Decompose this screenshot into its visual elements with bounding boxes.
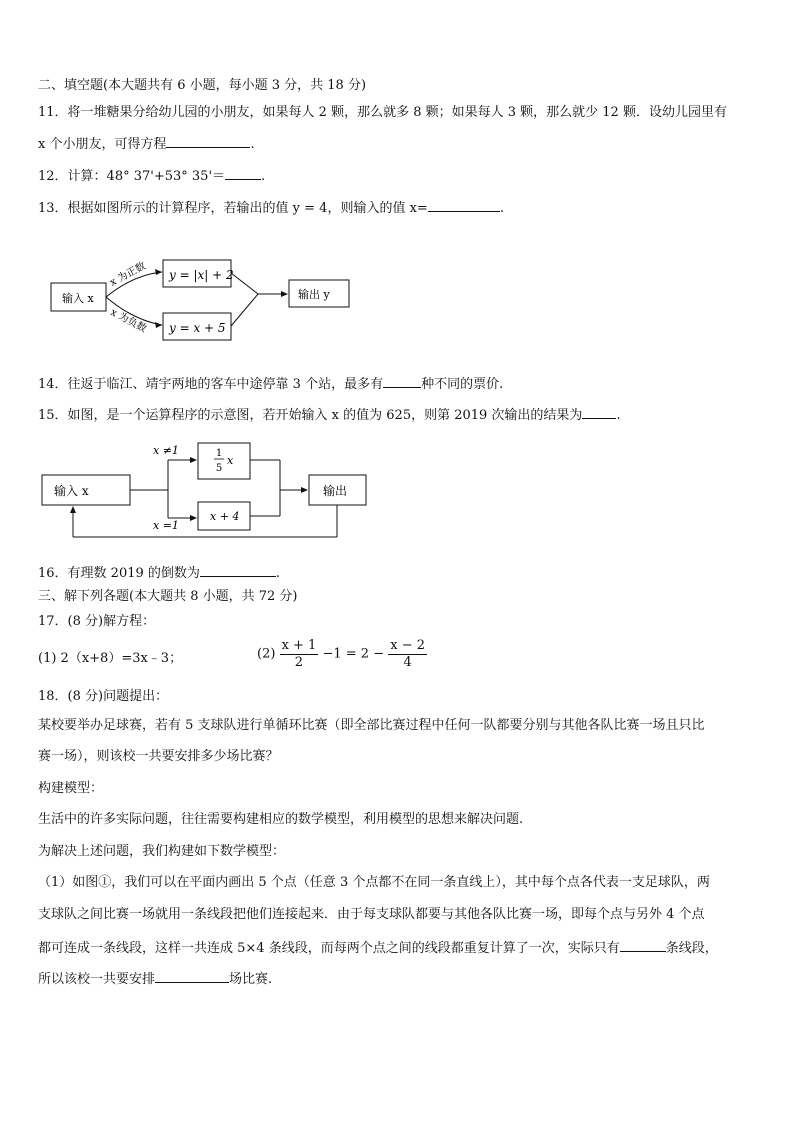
section-heading-fill-in [38,77,366,95]
arrowhead [190,457,197,463]
paragraph-text: 场比赛. [229,972,273,987]
q13-flowchart [48,250,368,350]
input-label: 输入 x [62,292,94,305]
variable: x [227,454,234,467]
branch-negative-label: x 为负数 [108,306,149,335]
numerator: x + 1 [281,638,317,653]
answer-blank[interactable] [166,134,250,148]
question-18-title [38,688,168,706]
question-18-paragraph-1-cont [38,748,279,766]
question-13 [38,198,504,218]
question-18-paragraph-1 [38,717,705,735]
paragraph-text: 为解决上述问题，我们构建如下数学模型： [38,844,286,859]
question-11-line-2 [38,134,255,154]
paragraph-text: 赛一场），则该校一共要安排多少场比赛？ [38,749,279,764]
punctuation: . [275,566,281,581]
punctuation: . [499,201,504,216]
question-12-text: 12．计算：48° 37'+53° 35'＝ [38,169,226,184]
denominator: 4 [403,655,412,670]
fraction-1 [280,638,319,671]
answer-blank[interactable] [225,166,261,180]
question-16 [38,563,280,583]
paragraph-text: 某校要举办足球赛，若有 5 支球队进行单循环比赛（即全部比赛过程中任何一队都要分别与其他各队比赛一场且只比 [38,718,705,733]
question-16-text: 16．有理数 2019 的倒数为 [38,566,200,581]
arrowhead [281,291,288,297]
question-14-text: 14．往返于临江、靖宇两地的客车中途停靠 3 个站，最多有 [38,377,384,392]
paragraph-text: 支球队之间比赛一场就用一条线段把他们连接起来．由于每支球队都要与其他各队比赛一场，即每个点与另外 4 个点 [38,907,705,922]
question-17-part-1 [38,650,182,668]
fraction-numerator: 1 [215,448,223,459]
condition-bottom: x =1 [153,519,179,532]
paragraph-text: 生活中的许多实际问题，往往需要构建相应的数学模型，利用模型的思想来解决问题. [38,812,524,827]
formula-bottom: y = x + 5 [169,321,226,335]
question-13-text: 13．根据如图所示的计算程序，若输出的值 y = 4，则输入的值 x= [38,201,428,216]
equation-1: (1) 2（x+8）=3x﹣3； [38,651,183,666]
question-18-paragraph-4-cont-3 [38,969,272,989]
formula-bottom: x + 4 [210,510,240,523]
output-label: 输出 [323,484,348,498]
numerator: x − 2 [390,638,425,653]
question-12 [38,166,265,186]
denominator: 2 [294,655,304,670]
question-11-text-2: x 个小朋友，可得方程 [38,137,167,152]
question-11-text: 11．将一堆糖果分给幼儿园的小朋友，如果每人 2 颗，那么就多 8 颗；如果每人 3 颗，那么就少 12 颗．设幼儿园里有 [38,105,727,120]
paragraph-text: 都可连成一条线段，这样一共连成 5×4 条线段，而每两个点之间的线段都重复计算了一次，实际只有 [38,941,620,956]
model-heading [38,780,103,798]
question-18-paragraph-3 [38,843,285,861]
section-heading-solve [38,588,298,606]
arrowhead [70,506,76,513]
output-label: 输出 y [298,288,330,301]
question-18-paragraph-4 [38,874,710,892]
arrowhead [155,322,162,328]
answer-blank[interactable] [620,938,666,952]
question-18-paragraph-4-cont [38,906,705,924]
arrowhead [190,515,197,521]
question-18-paragraph-2 [38,811,523,829]
merge-line-top [231,273,258,294]
q15-flowchart [40,440,380,550]
section-heading-text: 三、解下列各题(本大题共 8 小题，共 72 分) [38,589,298,604]
question-15-text: 15．如图，是一个运算程序的示意图，若开始输入 x 的值为 625，则第 2019 次输出的结果为 [38,408,583,423]
part-label: (2) [257,646,276,662]
answer-blank[interactable] [582,405,616,419]
question-17-part-2 [257,638,427,671]
question-17-text: 17．(8 分)解方程： [38,614,156,629]
merge-line-bottom [231,294,258,326]
question-11-line-1 [38,104,727,122]
answer-blank[interactable] [383,374,421,388]
paragraph-text: 条线段， [665,941,718,956]
question-17-title [38,613,155,631]
arrowhead [301,487,308,493]
formula-box-top [198,443,250,479]
fraction-2 [388,638,427,671]
punctuation: . [250,137,255,152]
arrowhead [155,269,162,275]
paragraph-text: 所以该校一共要安排 [38,972,156,987]
input-label: 输入 x [54,484,89,498]
question-15 [38,405,621,425]
question-14 [38,374,503,394]
punctuation: . [261,169,266,184]
answer-blank[interactable] [428,198,500,212]
condition-top: x ≠1 [153,444,179,457]
question-18-paragraph-4-cont-2 [38,938,718,958]
formula-top: y = |x| + 2 [169,268,234,282]
fraction-denominator: 5 [215,463,223,474]
punctuation: . [616,408,621,423]
answer-blank[interactable] [200,563,276,577]
section-heading-text: 二、填空题(本大题共有 6 小题，每小题 3 分，共 18 分) [38,78,367,93]
equation-middle: −1 = 2 − [322,646,385,662]
answer-blank[interactable] [155,969,229,983]
subheading-text: 构建模型： [38,781,104,796]
branch-positive-label: x 为正数 [108,260,148,289]
question-18-text: 18．(8 分)问题提出： [38,689,169,704]
paragraph-text: （1）如图①，我们可以在平面内画出 5 个点（任意 3 个点都不在同一条直线上），其中每个点各代表一支足球队，两 [38,875,710,890]
question-14-text-2: 种不同的票价. [421,377,504,392]
